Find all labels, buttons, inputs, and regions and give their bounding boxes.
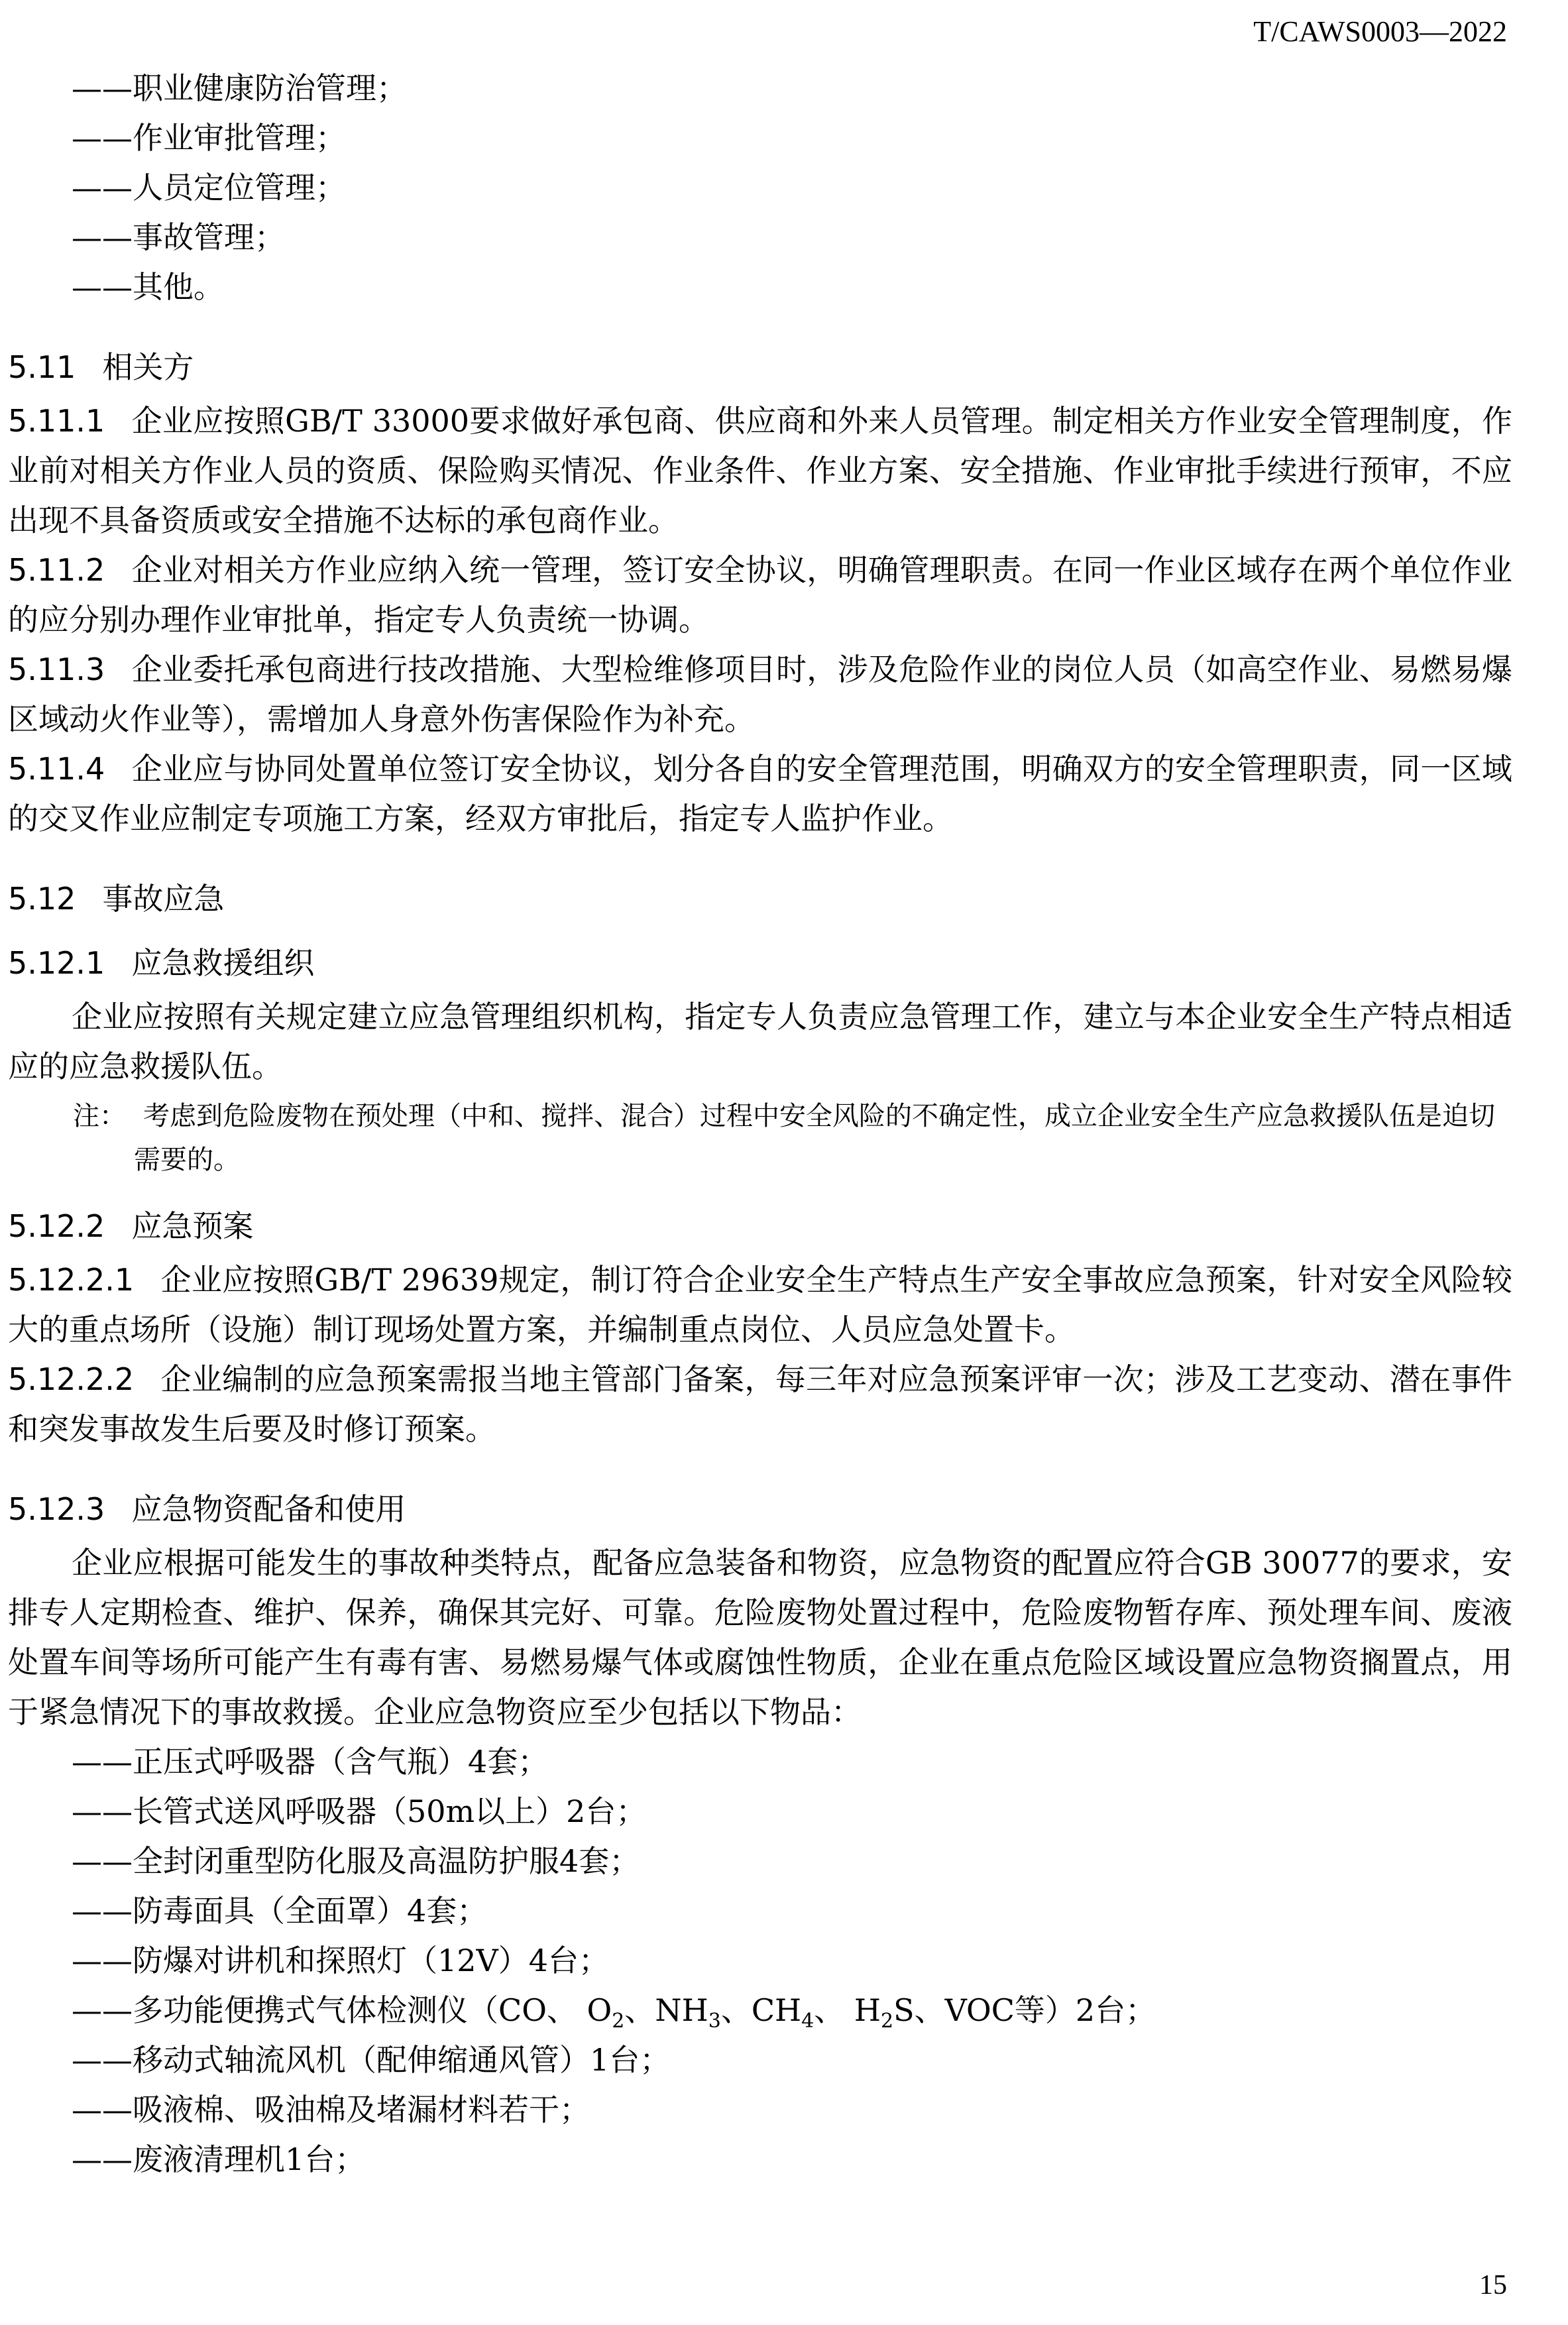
clause-5-11-2 [8, 545, 1512, 645]
list-item: ——正压式呼吸器（含气瓶）4套； [72, 1744, 549, 1780]
list-item: ——作业审批管理； [72, 120, 346, 156]
section-heading-5-12-2 [8, 1202, 1512, 1251]
section-heading-5-11 [8, 343, 1512, 392]
section-title: 应急救援组织 [131, 945, 315, 981]
clause-text: 企业应按照GB/T 29639规定，制订符合企业安全生产特点生产安全事故应急预案，针对安全风险较大的重点场所（设施）制订现场处置方案，并编制重点岗位、人员应急处置卡。 [8, 1262, 1512, 1347]
clause-number: 5.11.1 [8, 403, 105, 439]
section-title: 事故应急 [102, 881, 225, 917]
clause-5-12-2-2 [8, 1355, 1512, 1454]
clause-number: 5.12.2.2 [8, 1361, 135, 1397]
section-heading-5-12-1 [8, 938, 1512, 988]
section-number: 5.12.2 [8, 1208, 105, 1244]
clause-5-12-2-1 [8, 1255, 1512, 1355]
list-item: ——防爆对讲机和探照灯（12V）4台； [72, 1943, 610, 1978]
list-item: ——人员定位管理； [72, 170, 346, 205]
clause-number: 5.11.4 [8, 751, 105, 787]
section-heading-5-12 [8, 874, 1512, 924]
section-heading-5-12-3 [8, 1485, 1512, 1534]
page-number: 15 [1479, 2270, 1507, 2300]
document-code: T/CAWS0003—2022 [1253, 15, 1507, 48]
ch4-subscript: 4 [801, 2010, 814, 2033]
list-item: ——防毒面具（全面罩）4套； [72, 1893, 488, 1929]
section-title: 应急物资配备和使用 [131, 1491, 406, 1527]
paragraph-5-12-1: 企业应按照有关规定建立应急管理组织机构，指定专人负责应急管理工作，建立与本企业安全生产特点相适应的应急救援队伍。 [8, 999, 1512, 1084]
clause-number: 5.11.2 [8, 552, 105, 588]
nh3-subscript: 3 [708, 2010, 721, 2033]
list-item: ——废液清理机1台； [72, 2141, 366, 2177]
clause-5-11-1 [8, 396, 1512, 545]
list-item: ——职业健康防治管理； [72, 70, 407, 106]
list-item: ——移动式轴流风机（配伸缩通风管）1台； [72, 2042, 671, 2078]
section-number: 5.11 [8, 349, 76, 385]
gas-item-nh: 、NH [624, 1992, 708, 2028]
gas-item-prefix: ——多功能便携式气体检测仪（CO、 O [72, 1992, 612, 2028]
paragraph-5-12-3: 企业应根据可能发生的事故种类特点，配备应急装备和物资，应急物资的配置应符合GB 30077的要求，安排专人定期检查、维护、保养，确保其完好、可靠。危险废物处置过程中，危险废物暂存库、预处理车间、废液处置车间等场所可能产生有毒有害、易燃易爆气体或腐蚀性物质，企业在重点危险区域设置应急物资搁置点，用于紧急情况下的事故救援。企业应急物资应至少包括以下物品： [8, 1545, 1512, 1730]
note-label: 注： [73, 1101, 126, 1131]
section-number: 5.12.1 [8, 945, 105, 981]
section-number: 5.12.3 [8, 1491, 105, 1527]
top-list [8, 64, 1512, 312]
clause-text: 企业应按照GB/T 33000要求做好承包商、供应商和外来人员管理。制定相关方作业安全管理制度，作业前对相关方作业人员的资质、保险购买情况、作业条件、作业方案、安全措施、作业审批手续进行预审，不应出现不具备资质或安全措施不达标的承包商作业。 [8, 403, 1512, 538]
section-number: 5.12 [8, 881, 76, 917]
list-item: ——事故管理； [72, 219, 285, 255]
clause-number: 5.11.3 [8, 652, 105, 687]
h2s-subscript: 2 [880, 2010, 894, 2033]
list-item: ——其他。 [72, 269, 224, 305]
list-item: ——全封闭重型防化服及高温防护服4套； [72, 1843, 640, 1879]
note-text: 考虑到危险废物在预处理（中和、搅拌、混合）过程中安全风险的不确定性，成立企业安全生产应急救援队伍是迫切需要的。 [134, 1101, 1495, 1175]
clause-5-11-3 [8, 645, 1512, 744]
gas-item-ch: 、CH [720, 1992, 802, 2028]
page-content [8, 64, 1512, 2184]
list-item: ——长管式送风呼吸器（50m以上）2台； [72, 1793, 647, 1829]
equipment-list [8, 1737, 1512, 2184]
gas-item-suffix: S、VOC等）2台； [893, 1992, 1156, 2028]
clause-text: 企业应与协同处置单位签订安全协议，划分各自的安全管理范围，明确双方的安全管理职责，同一区域的交叉作业应制定专项施工方案，经双方审批后，指定专人监护作业。 [8, 751, 1512, 836]
clause-text: 企业编制的应急预案需报当地主管部门备案，每三年对应急预案评审一次；涉及工艺变动、潜在事件和突发事故发生后要及时修订预案。 [8, 1361, 1512, 1447]
gas-item-h: 、 H [814, 1992, 881, 2028]
clause-5-11-4 [8, 744, 1512, 844]
note [69, 1094, 1512, 1182]
section-title: 相关方 [102, 349, 194, 385]
list-item: ——吸液棉、吸油棉及堵漏材料若干； [72, 2092, 590, 2127]
clause-number: 5.12.2.1 [8, 1262, 135, 1298]
section-title: 应急预案 [131, 1208, 254, 1244]
list-item-gas-detector [8, 1986, 1512, 2035]
clause-text: 企业委托承包商进行技改措施、大型检维修项目时，涉及危险作业的岗位人员（如高空作业、易燃易爆区域动火作业等），需增加人身意外伤害保险作为补充。 [8, 652, 1512, 737]
o2-subscript: 2 [612, 2010, 625, 2033]
clause-text: 企业对相关方作业应纳入统一管理，签订安全协议，明确管理职责。在同一作业区域存在两个单位作业的应分别办理作业审批单，指定专人负责统一协调。 [8, 552, 1512, 638]
